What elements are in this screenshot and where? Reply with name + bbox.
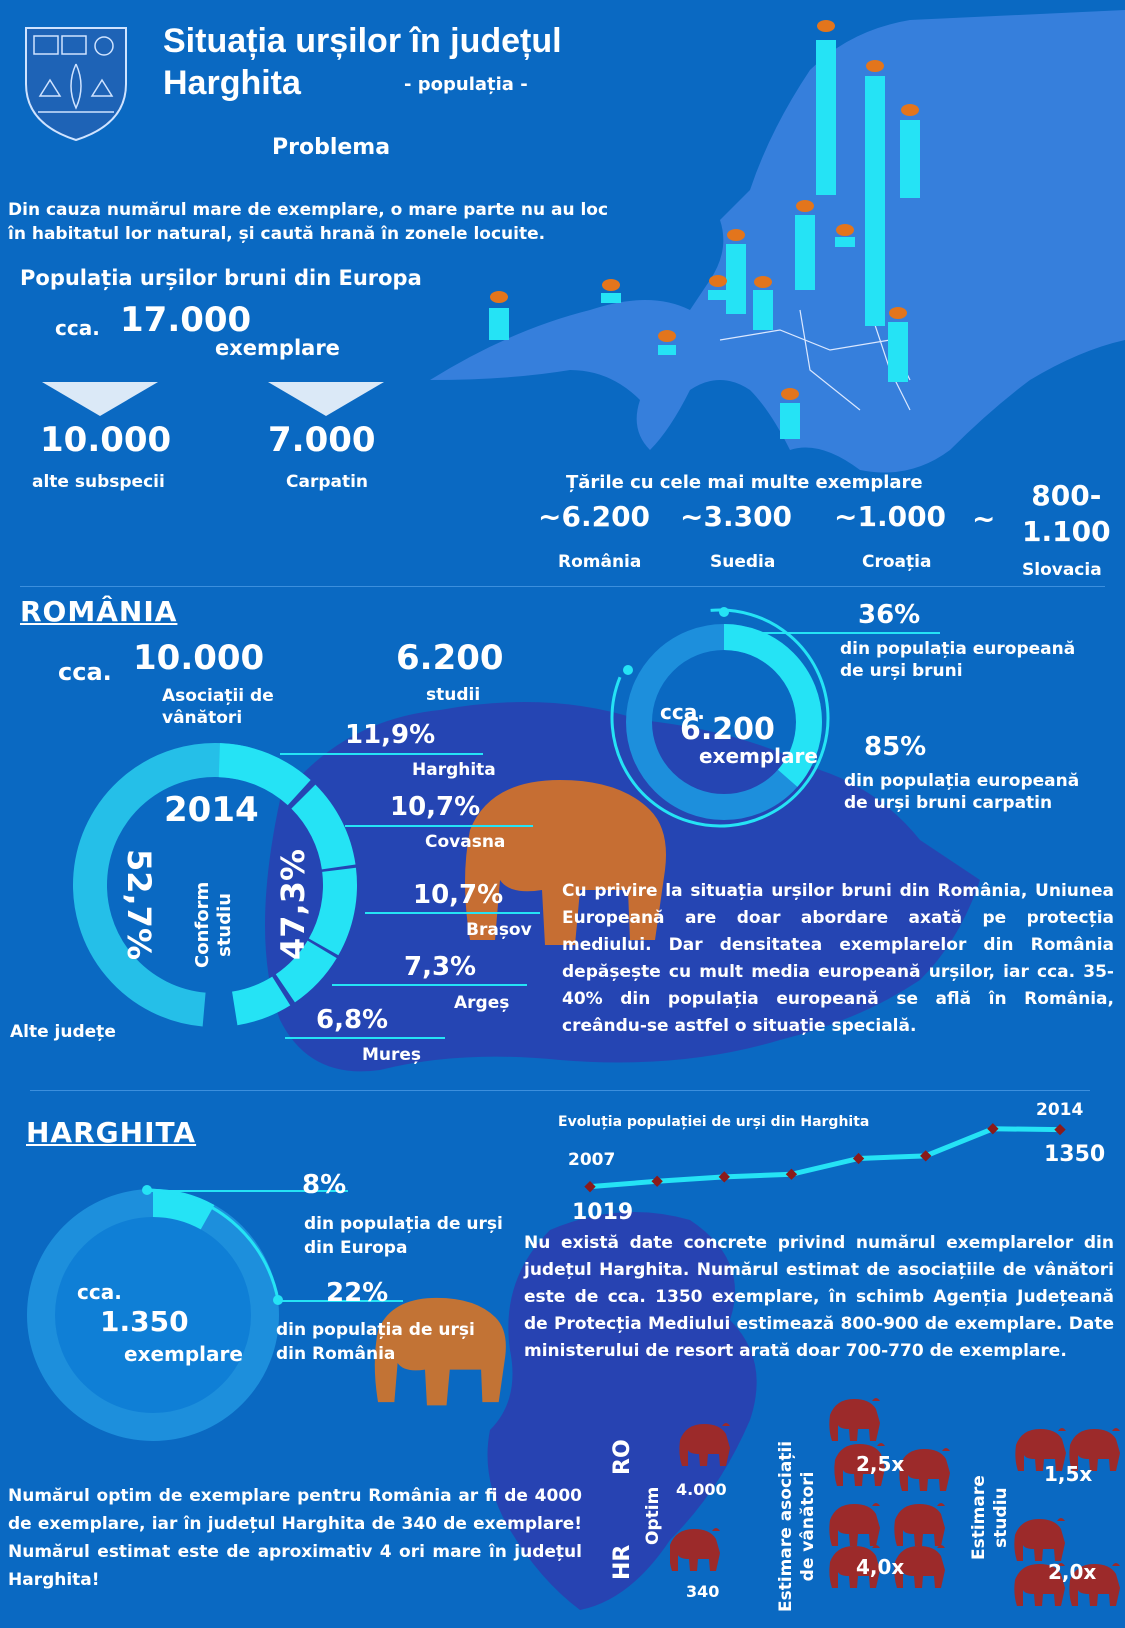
ring-cca: cca. <box>660 700 705 724</box>
county-name: Mureș <box>362 1045 422 1065</box>
ring-value: 6.200 <box>680 712 775 747</box>
country-value: 800- 1.100 <box>1022 479 1111 548</box>
donut-right-pct: 47,3% <box>274 848 312 960</box>
county-name: Argeș <box>454 993 510 1013</box>
evolution-point <box>786 1169 797 1180</box>
coat-of-arms-icon <box>22 24 130 144</box>
evolution-end-year: 2014 <box>1036 1100 1084 1120</box>
compare-ro-optim: 4.000 <box>676 1480 727 1499</box>
evolution-point <box>853 1153 864 1164</box>
europe-split-value: 7.000 <box>268 420 376 460</box>
harghita-heading: HARGHITA <box>26 1116 197 1149</box>
europe-total: 17.000 <box>120 300 252 340</box>
countries-heading: Țările cu cele mai multe exemplare <box>566 472 923 493</box>
evolution-start-year: 2007 <box>568 1150 616 1170</box>
county-name: Harghita <box>412 760 496 780</box>
share-eu-label: din populația de urși din Europa <box>304 1214 503 1258</box>
bear-icon-group <box>670 1390 1125 1628</box>
optimum-paragraph: Numărul optim de exemplare pentru România ar fi de 4000 de exemplare, iar în județul Harghita de 340 de exemplare! Numărul estimat este de aproximativ 4 ori mare în județul Harghita! <box>8 1486 582 1590</box>
europe-total-unit: exemplare <box>215 336 340 360</box>
county-name: Brașov <box>466 920 532 940</box>
harghita-paragraph: Nu există date concrete privind numărul exemplarelor din județul Harghita. Numărul estimat de asociațiile de vânători este de cca. 1350 exemplare, în schimb Agenția Județeană de Protecția Mediului estimează 800-900 de exemplare. Date ministerului de resort arată doar 700-770 de exemplare. <box>524 1233 1114 1361</box>
romania-hunters-label: Asociații de vânători <box>162 686 274 728</box>
ring-value: 1.350 <box>100 1305 189 1338</box>
leader-line <box>280 753 483 755</box>
leader-line <box>285 1037 445 1039</box>
share-eu-pct: 36% <box>858 600 921 630</box>
compare-optim-label: Optim <box>643 1486 663 1545</box>
compare-hr-optim: 340 <box>686 1582 720 1601</box>
county-name: Covasna <box>425 832 506 852</box>
share-ro-label: din populația de urși din România <box>276 1320 475 1364</box>
romania-studies-label: studii <box>426 685 481 705</box>
country-name: Slovacia <box>1022 560 1102 580</box>
county-pct: 7,3% <box>404 952 477 982</box>
europe-cca: cca. <box>55 316 100 340</box>
problem-text: Din cauza numărul mare de exemplare, o mare parte nu au loc în habitatul lor natural, și caută hrană în zonele locuite. <box>8 200 609 244</box>
share-ro-pct: 22% <box>326 1278 389 1308</box>
evolution-point <box>1054 1124 1065 1135</box>
other-counties-label: Alte județe <box>10 1022 116 1042</box>
romania-hunters-value: 10.000 <box>133 638 265 678</box>
country-value: ~6.200 <box>538 500 651 533</box>
donut-year: 2014 <box>164 790 259 830</box>
evolution-line-chart <box>570 1110 1080 1200</box>
compare-study-label: Estimare studiu <box>969 1475 1011 1560</box>
divider <box>20 586 1105 587</box>
evolution-point <box>719 1171 730 1182</box>
divider <box>30 1090 1090 1091</box>
country-value-tilde: ~ <box>972 502 996 535</box>
share-carp-pct: 85% <box>864 732 927 762</box>
europe-split-label: Carpatin <box>286 472 369 492</box>
evolution-point <box>651 1176 662 1187</box>
romania-studies-value: 6.200 <box>396 638 504 678</box>
ring-unit: exemplare <box>124 1342 243 1366</box>
compare-hr-label: HR <box>610 1544 635 1580</box>
leader-line <box>365 912 540 914</box>
leader-line <box>730 632 940 634</box>
ring-unit: exemplare <box>699 744 818 768</box>
romania-cca: cca. <box>58 658 112 686</box>
compare-study-ro: 1,5x <box>1044 1462 1093 1486</box>
share-eu-pct: 8% <box>302 1170 347 1200</box>
compare-ro-label: RO <box>610 1439 635 1475</box>
ring-cca: cca. <box>77 1280 122 1304</box>
arrow-down-icon <box>42 382 158 416</box>
compare-hunters-ro: 2,5x <box>856 1452 905 1476</box>
country-name: România <box>558 552 642 572</box>
compare-hunters-label: Estimare asociații de vânători <box>776 1440 818 1612</box>
country-value: ~3.300 <box>680 500 793 533</box>
arrow-down-icon <box>268 382 384 416</box>
romania-heading: ROMÂNIA <box>20 595 178 628</box>
page-subtitle: - populația - <box>404 74 528 95</box>
leader-line <box>332 984 527 986</box>
page-title: Situația urșilor în județul Harghita <box>163 22 562 102</box>
problem-heading: Problema <box>272 135 391 160</box>
europe-heading: Populația urșilor bruni din Europa <box>20 266 422 290</box>
evolution-series-line <box>590 1129 1060 1187</box>
romania-paragraph: Cu privire la situația urșilor bruni din România, Uniunea Europeană are doar abordare axată pe protecția mediului. Dar densitatea exemplarelor din România depășește cu mult media europeană urșilor, iar cca. 35-40% din populația europeană se află în România, creându-se astfel o situație specială. <box>562 881 1114 1036</box>
share-carp-label: din populația europeană de urși bruni carpatin <box>844 771 1080 813</box>
country-value: ~1.000 <box>834 500 947 533</box>
europe-split-label: alte subspecii <box>32 472 165 492</box>
evolution-end-value: 1350 <box>1044 1142 1106 1167</box>
europe-split-value: 10.000 <box>40 420 172 460</box>
county-pct: 11,9% <box>345 720 436 750</box>
europe-map <box>390 10 1125 480</box>
compare-hunters-hr: 4,0x <box>856 1555 905 1579</box>
country-name: Suedia <box>710 552 776 572</box>
evolution-start-value: 1019 <box>572 1200 634 1225</box>
evolution-point <box>584 1181 595 1192</box>
county-pct: 10,7% <box>390 792 481 822</box>
share-eu-label: din populația europeană de urși bruni <box>840 639 1076 681</box>
county-pct: 6,8% <box>316 1005 389 1035</box>
leader-line <box>345 825 533 827</box>
county-pct: 10,7% <box>413 880 504 910</box>
donut-center-label: Conform studiu <box>192 881 235 968</box>
donut-left-pct: 52,7% <box>120 848 158 960</box>
compare-study-hr: 2,0x <box>1048 1560 1097 1584</box>
country-name: Croația <box>862 552 932 572</box>
evolution-title: Evoluția populației de urși din Harghita <box>558 1114 870 1130</box>
